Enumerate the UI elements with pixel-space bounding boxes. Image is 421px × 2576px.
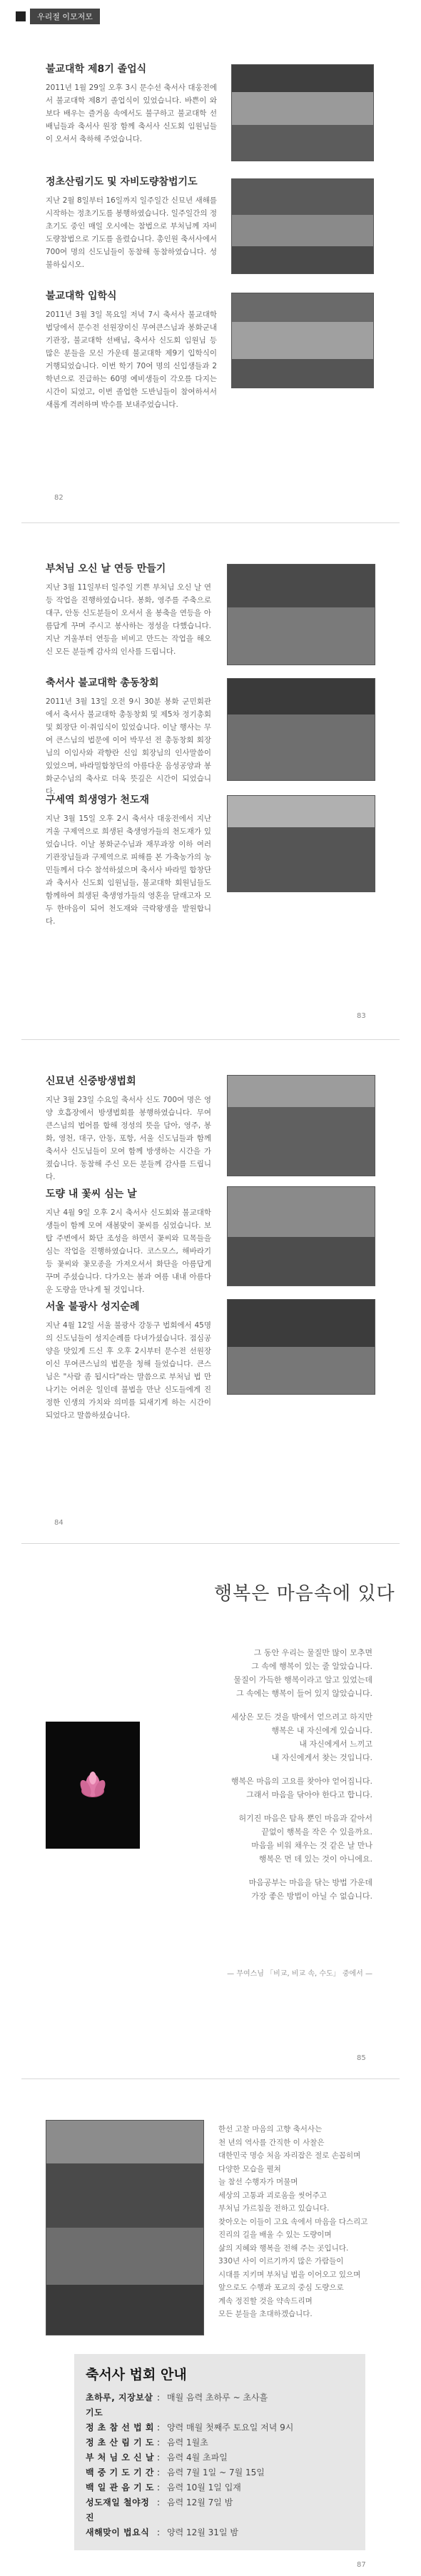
poem-line: 내 자신에게서 느끼고: [299, 1739, 372, 1749]
info-title: 축서사 법회 안내: [86, 2367, 187, 2383]
section-new-year-prayer: [46, 174, 217, 271]
section-title: 불교대학 입학식: [46, 291, 117, 302]
description-line: 천 년의 역사를 간직한 이 사찰은: [218, 2138, 325, 2147]
prayer-photo: [231, 178, 374, 274]
info-key: 정 초 산 림 기 도: [86, 2438, 154, 2448]
page-number: 84: [54, 1519, 64, 1527]
description-line: 계속 정진할 것을 약속드리며: [218, 2296, 313, 2305]
info-key: 부 처 님 오 신 날: [86, 2453, 154, 2463]
description-line: 한선 고찰 마음의 고향 축서사는: [218, 2125, 323, 2133]
section-title: 신묘년 신중방생법회: [46, 1076, 136, 1087]
lotus-icon: [79, 1769, 106, 1801]
description-line: 330년 사이 이르기까지 많은 가람들이: [218, 2257, 344, 2266]
description-line: 삶의 지혜와 행복을 전해 주는 곳입니다.: [218, 2243, 349, 2253]
section-title: 불교대학 제8기 졸업식: [46, 64, 147, 75]
page-number: 83: [357, 1012, 366, 1020]
section-body: 지난 4월 12일 서울 불광사 강동구 법회에서 45명의 신도님들이 성지순례를 다녀가셨습니다. 점심공양을 맛있게 드신 후 오후 2시부터 문수전 선원장이신 무여큰스님의 법문을 청해 들었습니다. 큰스님은 "사람 좀 됩시다"라는 말씀으로 부처님 법 만나기는 어려운 일인데 불법을 만난 신도들에게 진정한 인생의 가치와 의미를 되새기게 하는 시간이 되었다고 말씀하셨습니다.: [46, 1321, 211, 1420]
poem-line: 허기진 마음은 탐욕 뿐인 마음과 같아서: [238, 1814, 372, 1823]
section-title: 축서사 불교대학 총동창회: [46, 677, 159, 689]
section-body: 2011년 3월 13일 오전 9시 30분 봉화 군민회관에서 축서사 불교대학 총동창회 및 제5차 정기총회 및 회장단 이·취임식이 있었습니다. 이날 행사는 무여 큰스님의 법문에 이어 박무선 전 총동창회 회장님의 이임사와 곽향란 신임 회장님의 인사말씀이 있었으며, 바라밀합창단의 아름다운 음성공양과 봉화군수님의 축사로 더욱 뜻깊은 시간이 되었습니다.: [46, 697, 211, 796]
poem-line: 행복은 내 자신에게 있습니다.: [271, 1726, 372, 1735]
flower-photo: [227, 1186, 375, 1286]
page-divider: [21, 522, 400, 523]
section-title: 도량 내 꽃씨 심는 날: [46, 1188, 137, 1200]
temple-description: [218, 2123, 372, 2321]
memorial-photo: [227, 795, 375, 892]
info-row: 새해맞이 법요식 : 양력 12월 31일 밤: [86, 2525, 354, 2540]
page-divider: [21, 1039, 400, 1040]
header-tab: [16, 9, 100, 24]
section-title: 부처님 오신 날 연등 만들기: [46, 563, 166, 575]
info-row: 성도재일 철야정진 : 음력 12월 7일 밤: [86, 2495, 354, 2525]
poem-line: 행복은 마음의 고요를 찾아야 얻어집니다.: [230, 1777, 372, 1786]
info-row: 초하루, 지장보살기도 : 매월 음력 초하루 ~ 초사흘: [86, 2390, 354, 2420]
essay-poem: [180, 1646, 372, 1913]
description-line: 시대를 지키며 부처님 법을 이어오고 있으며: [218, 2270, 361, 2279]
info-value: 음력 4월 초파일: [167, 2453, 228, 2463]
info-value: 음력 12월 7일 밤: [167, 2497, 233, 2507]
essay-stanza: [180, 1876, 372, 1903]
section-body: 지난 3월 11일부터 일주일 기쁜 부처님 오신 날 연등 작업을 진행하였습니다. 봉화, 영주를 주축으로 대구, 안동 신도분들이 오셔서 올 봉축을 연등을 아름답게 꾸며 주시고 봉사하는 정성을 다했습니다. 지난 겨울부터 연등을 비비고 만드는 작업을 해오신 모든 분들께 감사의 인사를 드립니다.: [46, 583, 211, 656]
description-line: 다양한 모습을 펼쳐: [218, 2164, 281, 2173]
section-entrance: [46, 288, 217, 411]
poem-line: 마음공부는 마음을 닦는 방법 가운데: [248, 1878, 372, 1887]
poem-line: 세상은 모든 것을 밖에서 얻으려고 하지만: [230, 1712, 372, 1722]
info-row: 정 초 참 선 법 회 : 양력 매월 첫째주 토요일 저녁 9시: [86, 2420, 354, 2435]
info-value: 매월 음력 초하루 ~ 초사흘: [167, 2393, 268, 2403]
poem-line: 물질이 가득한 행복이라고 알고 있었는데: [233, 1675, 372, 1684]
info-key: 성도재일 철야정진: [86, 2497, 150, 2522]
info-value: 음력 10월 1일 입재: [167, 2482, 241, 2492]
poem-line: 끝없이 행복을 작은 수 있을까요.: [261, 1827, 372, 1837]
section-release: [46, 1074, 211, 1183]
section-pilgrimage: [46, 1299, 211, 1422]
section-graduation: [46, 61, 217, 146]
poem-line: 그 동안 우리는 물질만 많이 모추면: [253, 1648, 372, 1657]
info-value: 양력 매월 첫째주 토요일 저녁 9시: [167, 2423, 294, 2433]
page-number: 82: [54, 494, 64, 502]
poem-line: 행복은 먼 데 있는 것이 아니에요.: [258, 1854, 372, 1864]
info-row: 백 일 관 음 기 도 : 음력 10월 1일 입재: [86, 2480, 354, 2495]
section-memorial: [46, 792, 211, 928]
description-line: 진리의 길을 배울 수 있는 도량이며: [218, 2231, 332, 2239]
essay-stanza: [180, 1812, 372, 1866]
section-flower-seeds: [46, 1186, 211, 1296]
section-body: 지난 3월 15일 오후 2시 축서사 대웅전에서 지난 겨울 구제역으로 희생된 축생영가들의 천도재가 있었습니다. 이날 봉화군수님과 재무과장 이하 여러 기관장님들과 구제역으로 피해를 본 가축농가의 농민들께서 다수 참석하셨으며 축서사 바라밀 합창단과 축서사 신도회 임원님들, 불교대학 회원님들도 함께하여 희생된 축생영가들의 영혼을 달래고자 모두 한마음이 되어 천도재와 극락왕생을 발원합니다.: [46, 814, 211, 926]
poem-line: 마음을 비워 채우는 것 같은 날 만나: [251, 1841, 372, 1850]
page-divider: [21, 1543, 400, 1544]
graduation-photo: [231, 64, 374, 161]
page-number: 87: [357, 2561, 366, 2569]
info-key: 초하루, 지장보살기도: [86, 2393, 153, 2418]
info-value: 음력 7월 1일 ~ 7월 15일: [167, 2468, 265, 2477]
section-title: 정초산림기도 및 자비도량참법기도: [46, 176, 198, 188]
info-key: 새해맞이 법요식: [86, 2527, 150, 2537]
temple-photo: [46, 2120, 204, 2335]
description-line: 세상의 고통과 괴로움을 씻어주고: [218, 2191, 328, 2200]
description-line: 앞으로도 수행과 포교의 중심 도량으로: [218, 2283, 344, 2292]
page-number: 85: [357, 2054, 366, 2062]
header-mark: [16, 11, 26, 21]
essay-title: 행복은 마음속에 있다: [214, 1583, 395, 1605]
description-line: 대한민국 명승 처음 자리잡은 절로 손꼽히며: [218, 2151, 361, 2160]
section-lantern: [46, 561, 211, 658]
info-row: 부 처 님 오 신 날 : 음력 4월 초파일: [86, 2450, 354, 2465]
info-value: 양력 12월 31일 밤: [167, 2527, 238, 2537]
pilgrimage-photo: [227, 1299, 375, 1395]
lantern-photo: [227, 564, 375, 665]
poem-line: 내 자신에게서 찾는 것입니다.: [271, 1753, 372, 1762]
section-body: 지난 4월 9일 오후 2시 축서사 신도회와 불교대학생들이 함께 모여 새봄맞이 꽃씨를 심었습니다. 보탑 주변에서 화단 조성을 하면서 꽃씨와 묘목들을 심는 작업을 진행하였습니다. 코스모스, 해바라기 등 꽃씨와 꽃모종을 가져오셔서 화단을 아름답게 꾸며 주셨습니다. 다가오는 봄과 여름 내내 아름다운 도량을 만나게 될 것입니다.: [46, 1208, 211, 1294]
entrance-photo: [231, 293, 374, 388]
poem-line: 그래서 마음을 닦아야 한다고 합니다.: [246, 1790, 372, 1799]
header-title: 우리절 이모저모: [30, 9, 100, 24]
section-alumni: [46, 675, 211, 798]
info-key: 백 일 관 음 기 도: [86, 2482, 154, 2492]
essay-stanza: [180, 1646, 372, 1700]
description-line: 찾아오는 이들이 고요 속에서 마음을 다스리고: [218, 2217, 368, 2226]
poem-line: 가장 좋은 방법이 아닐 수 없습니다.: [251, 1891, 372, 1901]
section-title: 구세역 희생영가 천도재: [46, 794, 149, 806]
release-photo: [227, 1075, 375, 1176]
alumni-photo: [227, 678, 375, 781]
description-line: 늘 참선 수행자가 머물며: [218, 2178, 298, 2186]
essay-stanza: [180, 1774, 372, 1802]
lotus-image: [46, 1722, 140, 1849]
section-body: 2011년 1월 29일 오후 3시 문수선 축서사 대웅전에서 불교대학 제8기 졸업식이 있었습니다. 바쁜이 와 보다 배우는 즐거움 속에서도 불구하고 불교대학 선배님들과 축서사 원장 함께 축서사 신도회 임원님들이 오셔서 축하해 주었습니다.: [46, 84, 217, 143]
section-body: 지난 2월 8일부터 16일까지 일주일간 신묘년 새해를 시작하는 정초기도를 봉행하였습니다. 일주일간의 정초기도 중인 매일 오시에는 참법으로 부처님께 자비도량참법으로 기도를 올렸습니다. 총인원 축서사에서 700여 명의 신도님들이 동참해 동참하였습니다. 성불하십시오.: [46, 196, 217, 269]
essay-stanza: [180, 1710, 372, 1764]
info-value: 음력 1월초: [167, 2438, 208, 2448]
section-body: 2011년 3월 3일 목요일 저녁 7시 축서사 불교대학 법당에서 문수전 선원장이신 무여큰스님과 봉화군내 기관장, 불교대학 선배님, 축서사 신도회 임원님 등 많은 분들을 모신 가운데 불교대학 제9기 입학식이 거행되었습니다. 이번 학기 70여 명의 신입생들과 2학년으로 진급하는 60명 예비생들이 각오를 다지는 시간이 되었고, 이번 졸업한 도반님들이 참여하셔서 새롭게 격려하며 박수를 보내주었습니다.: [46, 310, 217, 409]
description-line: 모든 분들을 초대하겠습니다.: [218, 2310, 313, 2318]
poem-line: 그 속에는 행복이 들어 있지 않았습니다.: [236, 1689, 372, 1698]
poem-line: 그 속에 행복이 있는 줄 알았습니다.: [251, 1662, 372, 1671]
essay-citation: — 무여스님 「비교, 비교 속, 수도」 중에서 —: [227, 1970, 372, 1978]
section-title: 서울 불광사 성지순례: [46, 1301, 140, 1313]
dharma-service-info-box: [74, 2354, 365, 2550]
info-row: 백 중 기 도 기 간 : 음력 7월 1일 ~ 7월 15일: [86, 2465, 354, 2480]
info-row: 정 초 산 림 기 도 : 음력 1월초: [86, 2435, 354, 2450]
section-body: 지난 3월 23일 수요일 축서사 신도 700여 명은 영양 호흡장에서 방생법회를 봉행하였습니다. 무여 큰스님의 법어를 합해 정성의 뜻을 담아, 영주, 봉화, 영천, 대구, 안동, 포항, 서울 신도님들과 함께 축서사 신도님들이 모여 함께 방생하는 시간을 가졌습니다. 동참해 주신 모든 분들께 감사를 드립니다.: [46, 1096, 211, 1181]
description-line: 부처님 가르침을 전하고 있습니다.: [218, 2204, 330, 2213]
info-key: 정 초 참 선 법 회: [86, 2423, 154, 2433]
info-key: 백 중 기 도 기 간: [86, 2468, 154, 2477]
